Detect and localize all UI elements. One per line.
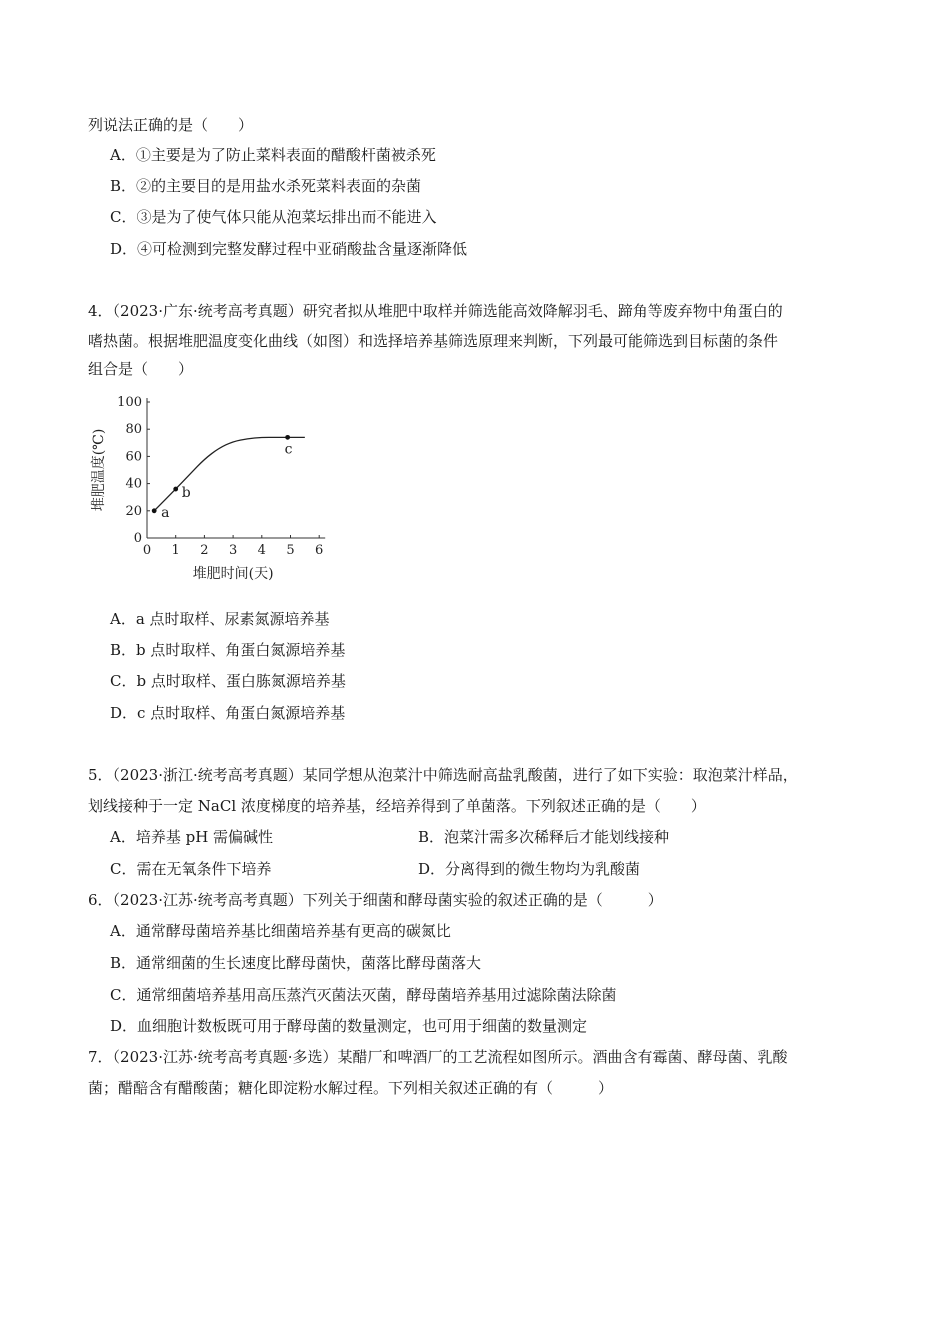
text-q5-l2: 划线接种于一定 NaCl 浓度梯度的培养基，经培养得到了单菌落。下列叙述正确的是（ ） (88, 797, 706, 815)
x-axis-label: 堆肥时间(天) (192, 566, 274, 582)
x-tick-label: 4 (257, 543, 266, 558)
y-tick-label: 40 (125, 476, 142, 492)
y-tick-label: 100 (117, 395, 142, 410)
y-axis-label: 堆肥温度(℃) (91, 428, 107, 512)
text-q6-l1: 6．（2023·江苏·统考高考真题）下列关于细菌和酵母菌实验的叙述正确的是（ ） (88, 891, 663, 909)
y-tick-label: 20 (125, 503, 142, 519)
compost-temperature-chart (88, 392, 338, 587)
text-q5-d: D．分离得到的微生物均为乳酸菌 (418, 860, 641, 878)
text-q6-b: B．通常细菌的生长速度比酵母菌快，菌落比酵母菌落大 (110, 954, 482, 972)
text-q4-l1: 4．（2023·广东·统考高考真题）研究者拟从堆肥中取样并筛选能高效降解羽毛、蹄角等废弃物中角蛋白的 (88, 302, 783, 320)
y-tick-label: 0 (133, 531, 142, 546)
text-q7-l2: 菌；醋醅含有醋酸菌；糖化即淀粉水解过程。下列相关叙述正确的有（ ） (88, 1079, 614, 1097)
text-q6-a: A．通常酵母菌培养基比细菌培养基有更高的碳氮比 (110, 922, 451, 940)
text-q5-b: B．泡菜汁需多次稀释后才能划线接种 (418, 828, 670, 846)
text-q6-c: C．通常细菌培养基用高压蒸汽灭菌法灭菌，酵母菌培养基用过滤除菌法除菌 (110, 986, 617, 1004)
text-q3-c: C．③是为了使气体只能从泡菜坛排出而不能进入 (110, 208, 437, 226)
text-q5-c: C．需在无氧条件下培养 (110, 860, 272, 878)
y-tick-label: 80 (125, 422, 142, 438)
text-q4-c: C．b 点时取样、蛋白胨氮源培养基 (110, 672, 346, 690)
x-tick-label: 3 (228, 543, 238, 558)
x-tick-label: 0 (142, 543, 152, 558)
x-tick-label: 2 (200, 543, 209, 558)
text-q5-l1: 5．（2023·浙江·统考高考真题）某同学想从泡菜汁中筛选耐高盐乳酸菌，进行了如下实验：取泡菜汁样品， (88, 766, 798, 784)
y-tick-label: 60 (125, 449, 142, 465)
data-point-c (285, 435, 290, 440)
data-point-b (173, 487, 178, 492)
text-q3-d: D．④可检测到完整发酵过程中亚硝酸盐含量逐渐降低 (110, 240, 468, 258)
x-tick-label: 6 (315, 543, 324, 558)
x-tick-label: 5 (286, 543, 295, 558)
text-q3-a: A．①主要是为了防止菜料表面的醋酸杆菌被杀死 (110, 146, 436, 164)
text-q6-d: D．血细胞计数板既可用于酵母菌的数量测定，也可用于细菌的数量测定 (110, 1017, 588, 1035)
text-q4-a: A．a 点时取样、尿素氮源培养基 (110, 610, 330, 628)
text-q7-l1: 7．（2023·江苏·统考高考真题·多选）某醋厂和啤酒厂的工艺流程如图所示。酒曲含有霉菌、酵母菌、乳酸 (88, 1048, 788, 1066)
data-point-label-a: a (161, 504, 170, 521)
data-point-label-c: c (284, 441, 293, 458)
temperature-curve (154, 437, 305, 510)
data-point-a (152, 508, 157, 513)
text-q4-l2: 嗜热菌。根据堆肥温度变化曲线（如图）和选择培养基筛选原理来判断，下列最可能筛选到目标菌的条件 (88, 332, 779, 350)
text-q4-d: D．c 点时取样、角蛋白氮源培养基 (110, 704, 346, 722)
text-q4-b: B．b 点时取样、角蛋白氮源培养基 (110, 641, 346, 659)
data-point-label-b: b (181, 485, 191, 502)
text-q3-b: B．②的主要目的是用盐水杀死菜料表面的杂菌 (110, 177, 422, 195)
text-q3-tail: 列说法正确的是（ ） (88, 116, 254, 134)
text-q5-a: A．培养基 pH 需偏碱性 (110, 828, 274, 846)
text-q4-l3: 组合是（ ） (88, 360, 194, 378)
x-tick-label: 1 (171, 543, 180, 558)
